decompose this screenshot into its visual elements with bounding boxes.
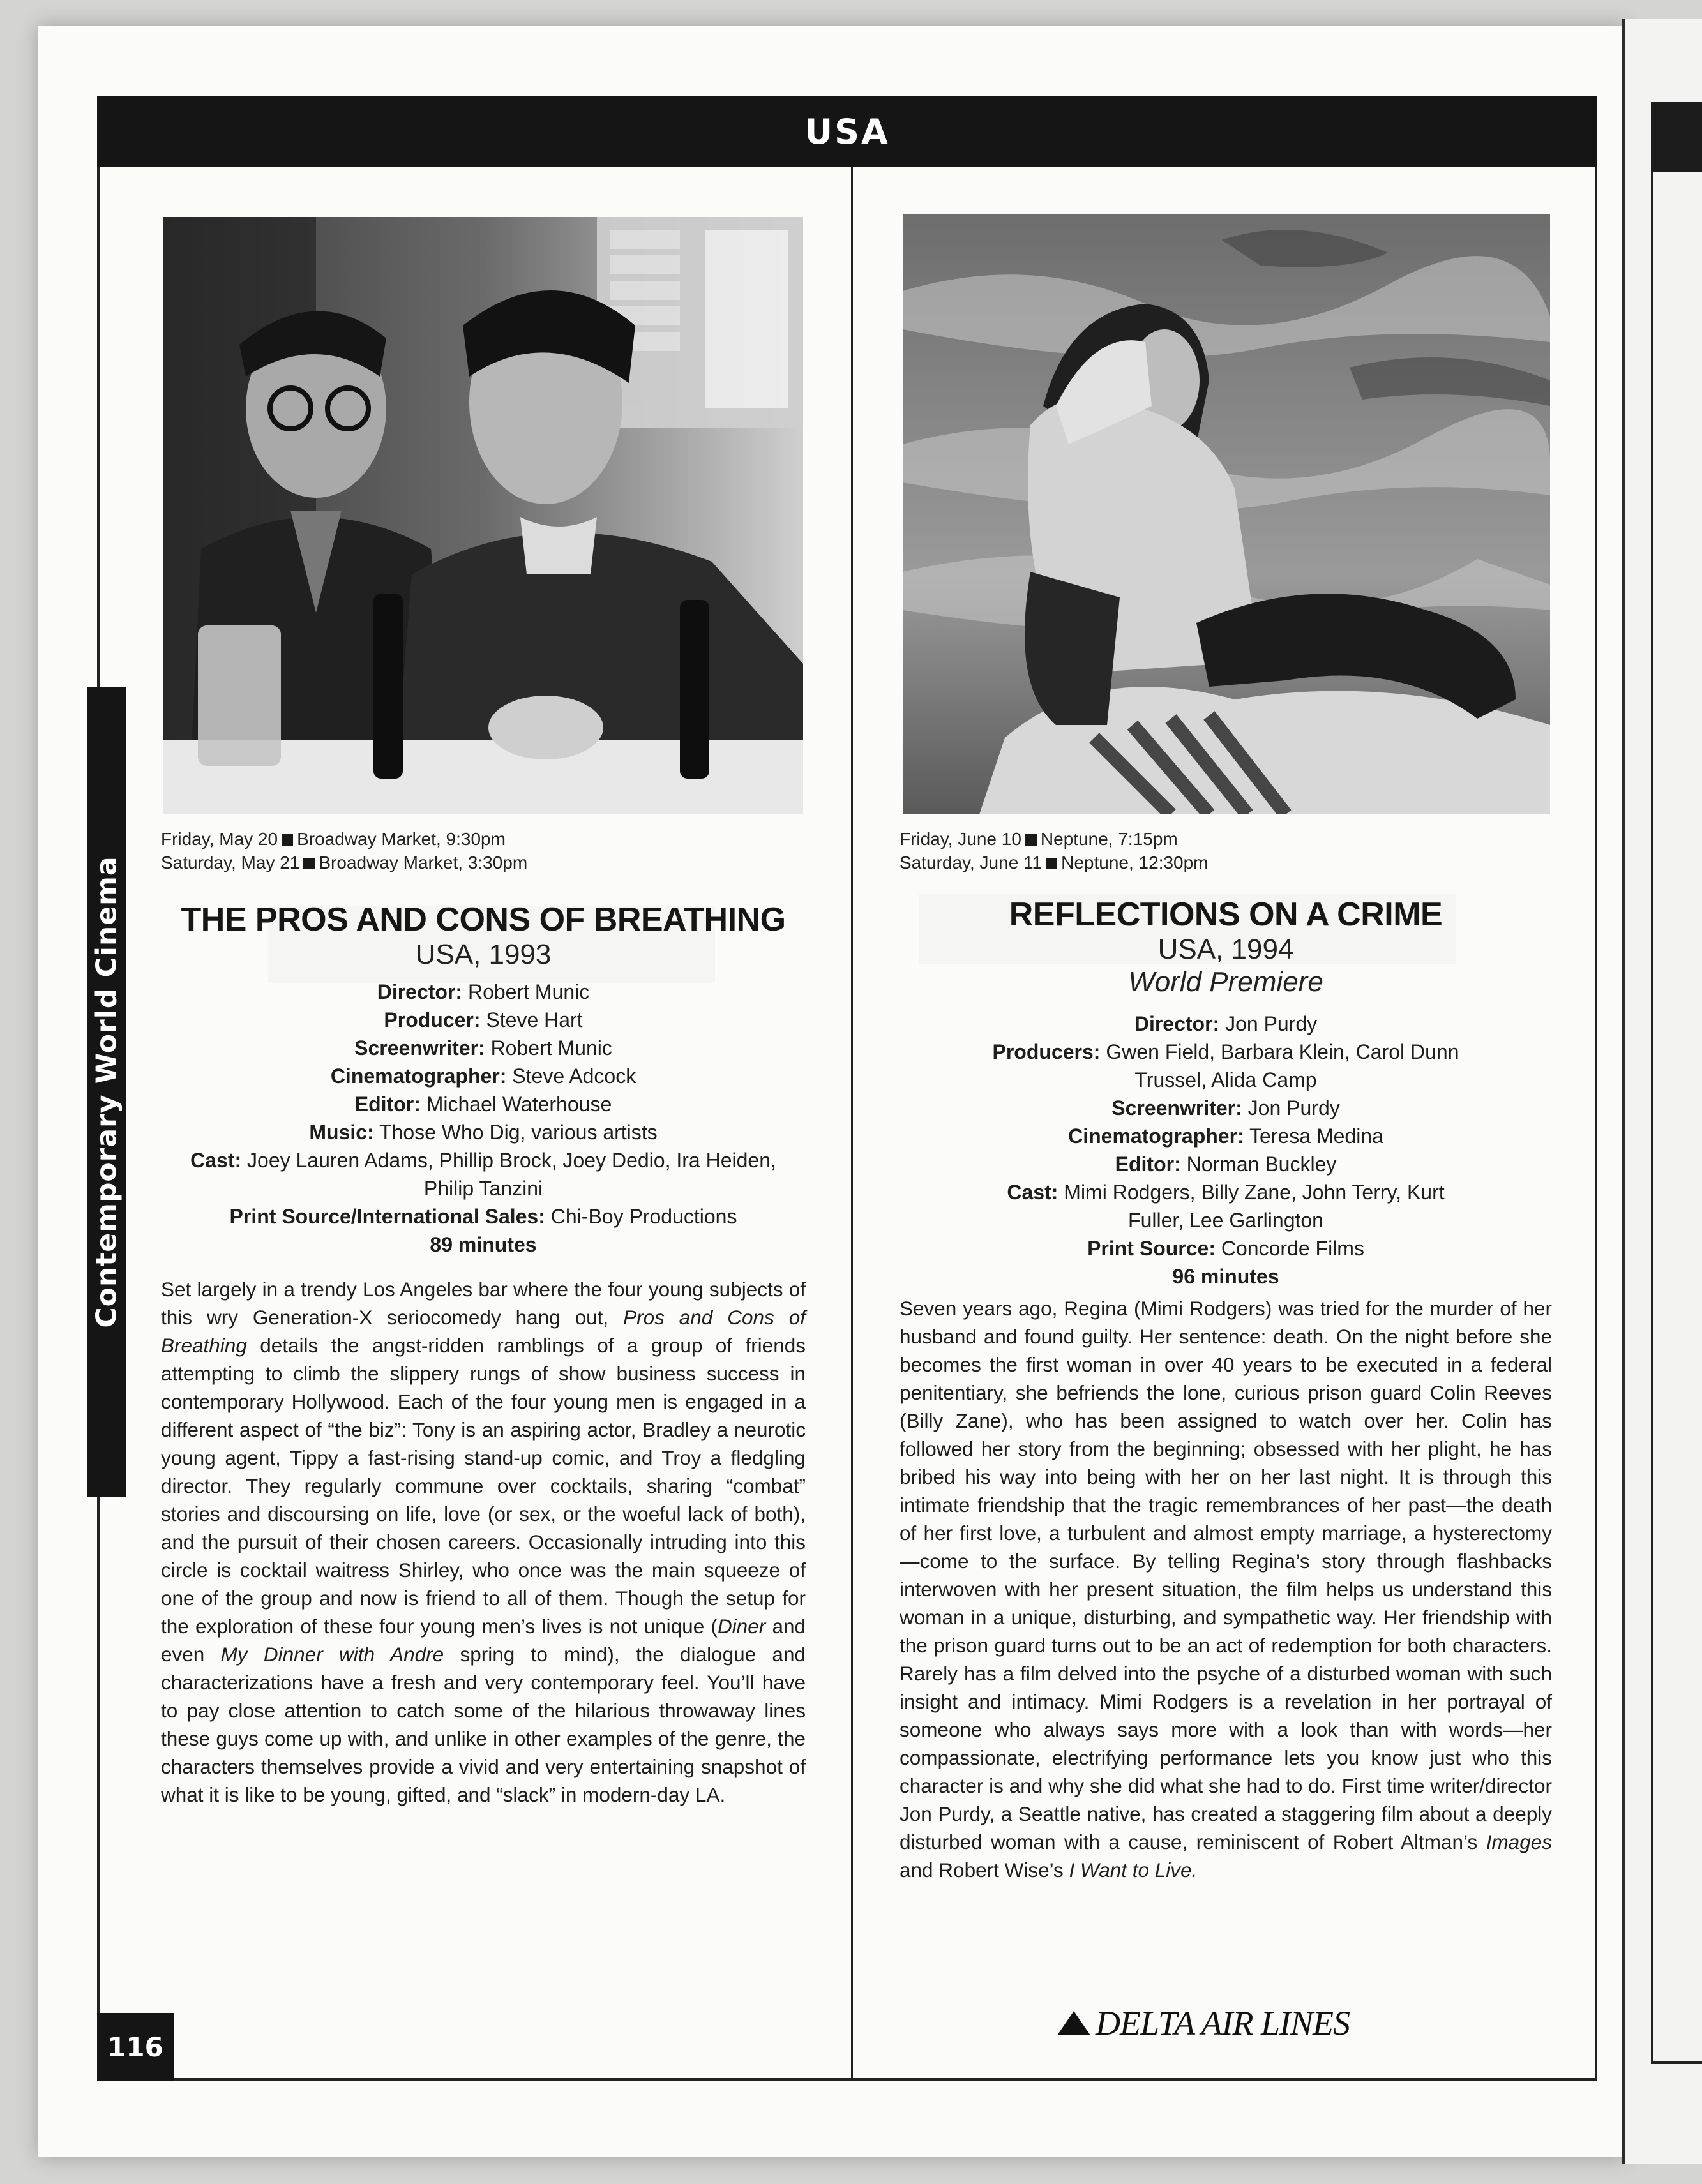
film-synopsis — [900, 1294, 1552, 1884]
section-country-label: USA — [804, 111, 890, 152]
film-premiere-note: World Premiere — [1128, 966, 1323, 998]
credit-value: Gwen Field, Barbara Klein, Carol Dunn Trussel, Alida Camp — [1106, 1040, 1459, 1091]
synopsis-italic-title: My Dinner with Andre — [220, 1643, 444, 1666]
credit-line — [161, 978, 806, 1006]
film-runtime: 89 minutes — [430, 1233, 537, 1256]
credit-line — [900, 1038, 1552, 1094]
credit-role: Music: — [309, 1121, 374, 1144]
film-title: REFLECTIONS ON A CRIME — [1009, 896, 1443, 933]
screening-line — [900, 827, 1552, 851]
film-synopsis — [161, 1275, 806, 1809]
page-number: 116 — [97, 2013, 174, 2081]
credit-line — [161, 1118, 806, 1146]
synopsis-text: and Robert Wise’s — [900, 1859, 1069, 1881]
credit-line — [900, 1234, 1552, 1262]
credit-role: Cinematographer: — [1068, 1125, 1244, 1148]
screening-line — [161, 851, 806, 874]
section-header — [97, 96, 1597, 167]
next-page-frame — [1651, 172, 1702, 2064]
film-credits — [161, 978, 806, 1259]
credit-value: Concorde Films — [1221, 1237, 1364, 1260]
credit-value: Joey Lauren Adams, Phillip Brock, Joey Dedio, Ira Heiden, Philip Tanzini — [247, 1149, 776, 1200]
credit-line — [161, 1090, 806, 1118]
screening-venue: Broadway Market, 9:30pm — [297, 829, 506, 849]
credit-role: Print Source: — [1087, 1237, 1216, 1260]
screening-schedule — [161, 827, 806, 874]
screening-day: Friday, May 20 — [161, 829, 278, 849]
bullet-square-icon — [282, 834, 293, 846]
screening-line — [900, 851, 1552, 874]
synopsis-italic-title: I Want to Live. — [1069, 1859, 1198, 1881]
credit-value: Those Who Dig, various artists — [379, 1121, 658, 1144]
film-still-reflections-on-a-crime — [903, 214, 1550, 814]
synopsis-text: details the angst-ridden ramblings of a group of friends attempting to climb the slippery rungs of show business success in contemporary Hollywood. Each of the four young men is engaged in a different aspect of “the biz”: Tony is an aspiring actor, Bradley a neurotic young agent, Tippy a fast-rising stand-up comic, and Troy a fledgling director. They regularly commune over cocktails, sharing “combat” stories and discoursing on life, love (or sex, or the woeful lack of both), and the pursuit of their chosen careers. Occasionally intruding into this circle is cocktail waitress Shirley, who once was the main squeeze of one of the group and now is friend to all of them. Though the setup for the exploration of these four young men’s lives is not unique ( — [161, 1334, 806, 1638]
credit-value: Teresa Medina — [1249, 1125, 1383, 1148]
credit-value: Jon Purdy — [1247, 1096, 1340, 1119]
credit-value: Steve Hart — [486, 1008, 583, 1031]
screening-day: Saturday, June 11 — [900, 853, 1043, 872]
film-still-illustration — [903, 214, 1550, 814]
credit-line — [161, 1202, 806, 1230]
credit-role: Editor: — [354, 1093, 421, 1116]
credit-role: Screenwriter: — [1111, 1096, 1242, 1119]
credit-role: Print Source/International Sales: — [229, 1205, 545, 1228]
bullet-square-icon — [1025, 834, 1037, 846]
credit-value: Robert Munic — [467, 980, 590, 1003]
section-side-tab — [87, 687, 126, 1497]
credit-line — [900, 1122, 1552, 1150]
synopsis-italic-title: Images — [1486, 1830, 1552, 1853]
credit-role: Director: — [1134, 1012, 1220, 1035]
side-tab-label: Contemporary World Cinema — [90, 856, 123, 1328]
credit-role: Producers: — [992, 1040, 1101, 1063]
credit-line — [900, 1094, 1552, 1122]
screening-day: Saturday, May 21 — [161, 853, 300, 872]
credit-role: Cast: — [190, 1149, 242, 1172]
film-still-illustration — [163, 217, 803, 814]
credit-role: Screenwriter: — [354, 1036, 485, 1059]
credit-line — [900, 1150, 1552, 1178]
credit-value: Steve Adcock — [512, 1065, 636, 1088]
credit-role: Cast: — [1007, 1181, 1058, 1204]
credit-role: Editor: — [1115, 1153, 1181, 1176]
credit-value: Michael Waterhouse — [426, 1093, 612, 1116]
credit-value: Chi-Boy Productions — [550, 1205, 737, 1228]
film-still-pros-and-cons — [163, 217, 803, 814]
film-column-right — [900, 827, 1552, 1884]
credit-line — [161, 1062, 806, 1090]
synopsis-italic-title: Diner — [717, 1615, 766, 1638]
film-country-year: USA, 1993 — [415, 939, 552, 970]
delta-triangle-icon — [1057, 2011, 1090, 2035]
bullet-square-icon — [303, 858, 315, 869]
film-credits — [900, 1010, 1552, 1290]
credit-value: Mimi Rodgers, Billy Zane, John Terry, Kurt Fuller, Lee Garlington — [1064, 1181, 1445, 1232]
credit-value: Norman Buckley — [1186, 1153, 1337, 1176]
film-column-left — [161, 827, 806, 1809]
credit-line — [900, 1010, 1552, 1038]
sponsor-logo-text: DELTA AIR LINES — [1096, 2004, 1350, 2042]
synopsis-text: Seven years ago, Regina (Mimi Rodgers) was tried for the murder of her husband and found guilty. Her sentence: death. On the night before she becomes the first woman in over 40 years to be executed in a federal penitentiary, she befriends the lone, curious prison guard Colin Reeves (Billy Zane), who has been assigned to watch over her. Colin has followed her story from the beginning; obsessed with her plight, he has bribed his way into being with her on her last night. It is through this intimate friendship that the tragic remembrances of her past—the death of her first love, a turbulent and almost empty marriage, a hysterectomy—come to the surface. By telling Regina’s story through flashbacks interwoven with her present situation, the film helps us understand this woman in a unique, disturbing, and sympathetic way. Her friendship with the prison guard turns out to be an act of redemption for both characters. Rarely has a film delved into the psyche of a disturbed woman with such insight and intimacy. Mimi Rodgers is a revelation in her portrayal of someone who always says more with a look than with words—her compassionate, electrifying performance lets you know just who this character is and why she did what she had to do. First time writer/director Jon Purdy, a Seattle native, has created a staggering film about a deeply disturbed woman with a cause, reminiscent of Robert Altman’s — [900, 1297, 1552, 1853]
bullet-square-icon — [1046, 858, 1057, 869]
synopsis-text: Set largely in a trendy Los Angeles bar where the four young subjects of this wry Generation-X seriocomedy hang out, — [161, 1278, 806, 1329]
screening-venue: Neptune, 7:15pm — [1040, 829, 1178, 849]
next-page-edge — [1622, 19, 1702, 2164]
credit-role: Producer: — [384, 1008, 481, 1031]
column-divider — [851, 167, 853, 2081]
screening-schedule — [900, 827, 1552, 874]
credit-value: Robert Munic — [490, 1036, 612, 1059]
film-runtime: 96 minutes — [1172, 1265, 1279, 1288]
credit-role: Cinematographer: — [330, 1065, 507, 1088]
synopsis-italic-title: Pros and Cons of Breathing — [161, 1306, 806, 1357]
screening-venue: Broadway Market, 3:30pm — [319, 853, 528, 872]
screening-day: Friday, June 10 — [900, 829, 1021, 849]
synopsis-text: and even — [161, 1615, 806, 1666]
synopsis-text: spring to mind), the dialogue and characterizations have a fresh and very contemporary feel. You’ll have to pay close attention to catch some of the hilarious throwaway lines these guys come up with, and unlike in other examples of the genre, the characters themselves provide a vivid and very entertaining snapshot of what it is like to be young, gifted, and “slack” in modern-day LA. — [161, 1643, 806, 1806]
sponsor-logo — [1057, 1998, 1350, 2049]
screening-line — [161, 827, 806, 851]
credit-line — [161, 1006, 806, 1034]
film-title: THE PROS AND CONS OF BREATHING — [181, 901, 786, 938]
credit-value: Jon Purdy — [1225, 1012, 1318, 1035]
credit-line — [161, 1146, 806, 1202]
credit-role: Director: — [377, 980, 463, 1003]
film-country-year: USA, 1994 — [1157, 934, 1294, 965]
credit-line — [161, 1034, 806, 1062]
screening-venue: Neptune, 12:30pm — [1061, 853, 1209, 872]
next-page-header-bar — [1651, 102, 1702, 172]
credit-line — [900, 1178, 1552, 1234]
